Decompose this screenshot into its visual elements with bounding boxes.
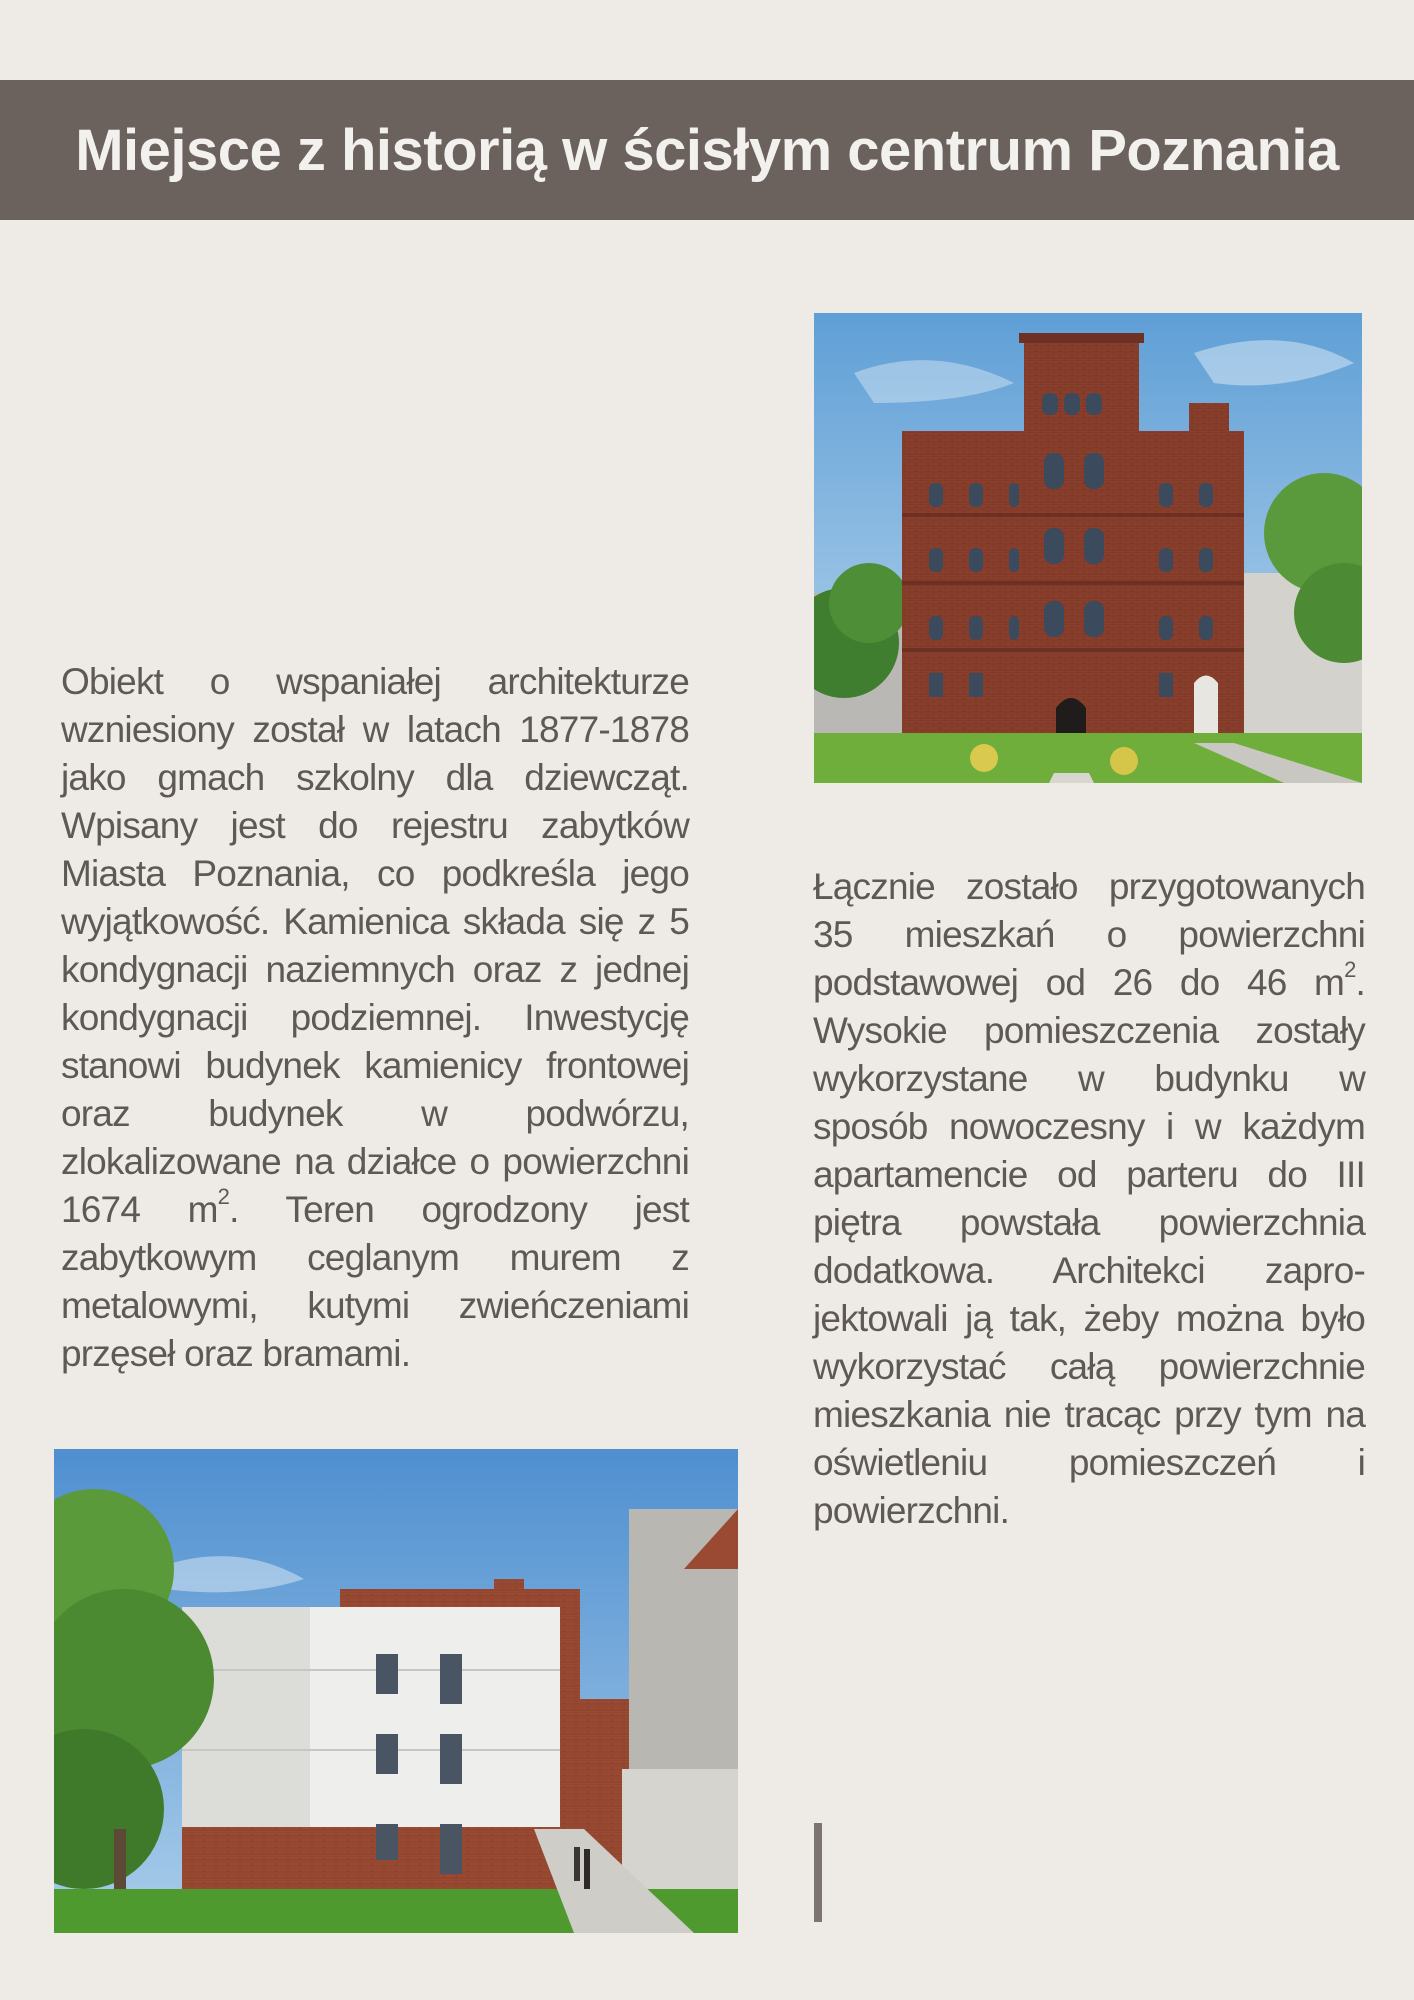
history-text-tail: . Teren ogrodzony jest zabytkowym ceglanym murem z metalowymi, kutymi zwieńczeniami przęseł oraz bramami. xyxy=(61,1189,689,1374)
decorative-accent-bar xyxy=(814,1823,822,1922)
header-band xyxy=(0,80,1414,220)
courtyard-photo xyxy=(54,1449,738,1933)
apartments-area-superscript: 2 xyxy=(1344,957,1356,982)
page-title: Miejsce z historią w ścisłym centrum Poznania xyxy=(75,117,1339,183)
building-front-photo xyxy=(814,313,1362,783)
apartments-paragraph xyxy=(813,863,1365,1535)
history-area-superscript: 2 xyxy=(217,1184,230,1209)
courtyard-illustration xyxy=(54,1449,738,1933)
history-text-main: Obiekt o wspaniałej architekturze wzniesiony został w latach 1877-1878 jako gmach szkolny dla dziewcząt. Wpisany jest do rejestru zabytków Miasta Poznania, co podkreśla jego wyjątkowość. Kamienica składa się z 5 kondygnacji naziemnych oraz z jednej kondygnacji podziemnej. Inwestycję stanowi budynek kamienicy frontowej oraz budynek w podwórzu, zlokalizowane na działce o powierzchni 1674 m xyxy=(61,661,689,1230)
apartments-text-tail: . Wysokie pomieszczenia zostały wykorzystane w budynku w sposób nowoczesny i w każdym apartamencie od parteru do III piętra powstała powierzchnia dodatkowa. Architekci zapro-jektowali ją tak, żeby można było wykorzystać całą powierzchnie mieszkania nie tracąc przy tym na oświetleniu pomieszczeń i powierzchni. xyxy=(813,962,1365,1531)
building-front-illustration xyxy=(814,313,1362,783)
history-paragraph xyxy=(61,658,689,1378)
apartments-text-main: Łącznie zostało przygotowanych 35 mieszkań o powierzchni podstawowej od 26 do 46 m xyxy=(813,866,1365,1003)
